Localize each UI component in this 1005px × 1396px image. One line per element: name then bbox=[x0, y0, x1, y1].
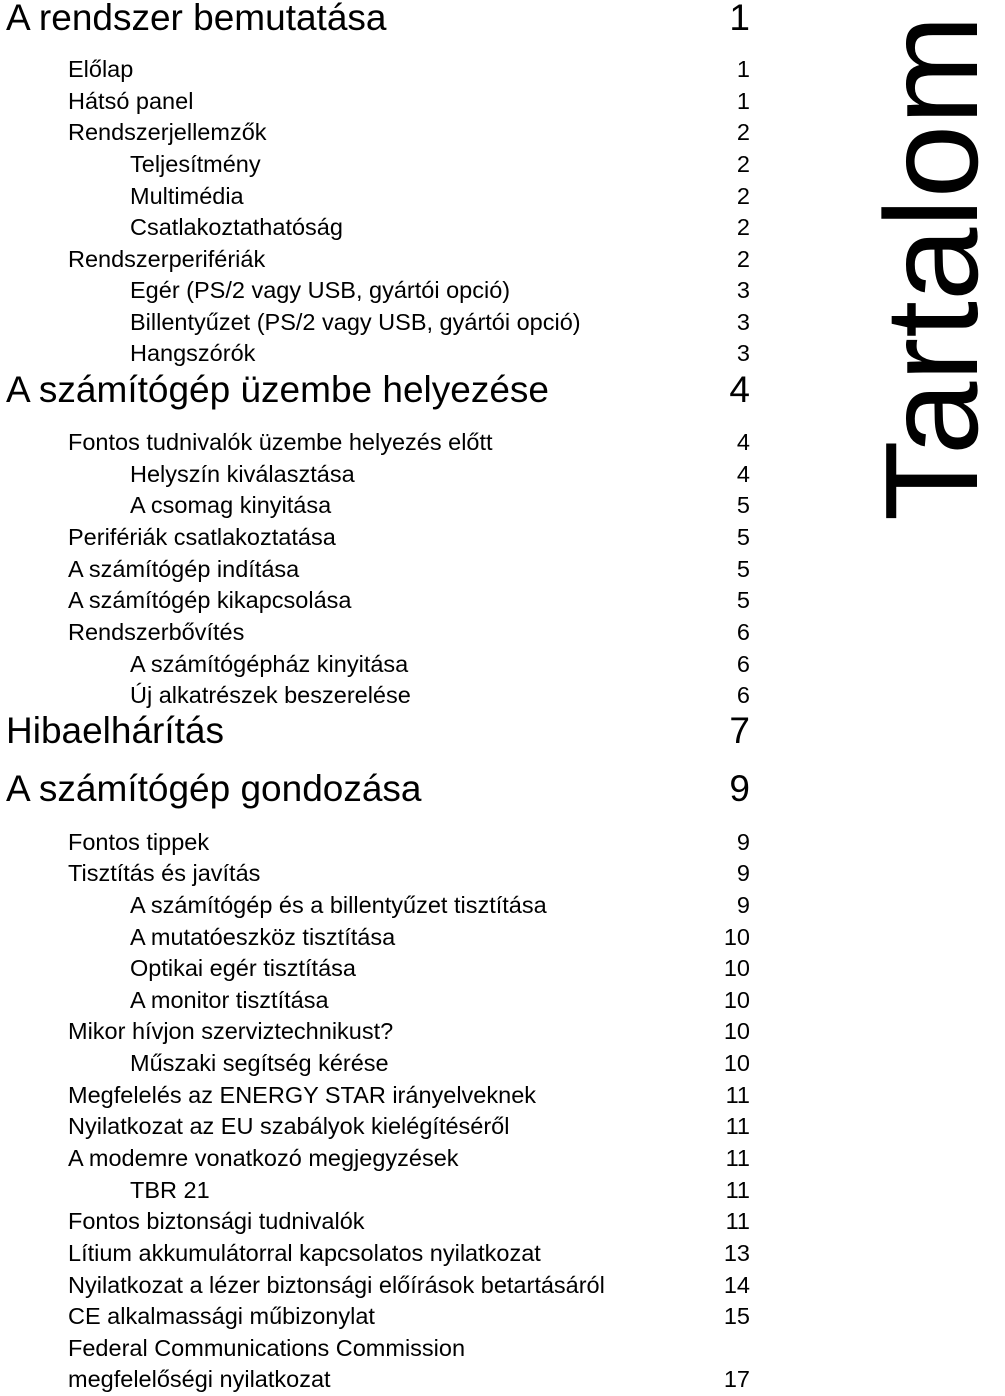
toc-entry-title: Tisztítás és javítás bbox=[68, 860, 261, 886]
toc-entry-title: Egér (PS/2 vagy USB, gyártói opció) bbox=[130, 277, 511, 303]
toc-entry-title: Rendszerjellemzők bbox=[68, 119, 267, 145]
toc-entry-title: Multimédia bbox=[130, 183, 244, 209]
toc-entry-page: 10 bbox=[723, 1018, 750, 1044]
toc-entry-title: A számítógép és a billentyűzet tisztítása bbox=[130, 892, 547, 918]
toc-entry-page: 4 bbox=[736, 461, 750, 487]
toc-entry-title: Federal Communications Commission bbox=[68, 1335, 466, 1361]
toc-entry-page: 11 bbox=[725, 1145, 750, 1171]
toc-entry-page: 6 bbox=[736, 651, 750, 677]
toc-entry-page: 10 bbox=[723, 1050, 750, 1076]
toc-entry-page: 9 bbox=[736, 829, 750, 855]
toc-entry-title: A mutatóeszköz tisztítása bbox=[130, 924, 396, 950]
toc-entry-page: 4 bbox=[736, 429, 750, 455]
toc-entry-page: 11 bbox=[725, 1177, 750, 1203]
toc-entry-title: A számítógép üzembe helyezése bbox=[6, 369, 549, 410]
toc-entry-title: Helyszín kiválasztása bbox=[130, 461, 355, 487]
side-title: Tartalom bbox=[858, 14, 1005, 522]
toc-entry-title: Nyilatkozat a lézer biztonsági előírások betartásáról bbox=[68, 1272, 605, 1298]
toc-entry-title: Megfelelés az ENERGY STAR irányelveknek bbox=[68, 1082, 537, 1108]
toc-entry-title: Fontos tudnivalók üzembe helyezés előtt bbox=[68, 429, 493, 455]
toc-entry-title: Teljesítmény bbox=[130, 151, 261, 177]
toc-entry-page: 3 bbox=[736, 277, 750, 303]
toc-entry-page: 14 bbox=[723, 1272, 750, 1298]
toc-entry-page: 1 bbox=[736, 88, 750, 114]
toc-entry-title: TBR 21 bbox=[130, 1177, 210, 1203]
toc-entry-title: Hátsó panel bbox=[68, 88, 194, 114]
toc-entry-page: 2 bbox=[736, 151, 750, 177]
toc-entry-page: 10 bbox=[723, 955, 750, 981]
toc-entry-title: Új alkatrészek beszerelése bbox=[130, 682, 411, 708]
toc-entry-title: Rendszerperifériák bbox=[68, 246, 266, 272]
toc-entry-title: Hangszórók bbox=[130, 340, 256, 366]
toc-entry-title: Hibaelhárítás bbox=[6, 710, 225, 751]
toc-entry-title: Nyilatkozat az EU szabályok kielégítéséről bbox=[68, 1113, 510, 1139]
toc-entry-title: Perifériák csatlakoztatása bbox=[68, 524, 336, 550]
toc-entry-title: A számítógép gondozása bbox=[6, 768, 422, 809]
toc-entry-title: Csatlakoztathatóság bbox=[130, 214, 343, 240]
toc-entry-title: Előlap bbox=[68, 56, 134, 82]
toc-entry-page: 11 bbox=[725, 1113, 750, 1139]
toc-entry-page: 1 bbox=[736, 56, 750, 82]
toc-entry-title: Műszaki segítség kérése bbox=[130, 1050, 389, 1076]
toc-entry-page: 9 bbox=[729, 768, 750, 809]
toc-entry-title: A modemre vonatkozó megjegyzések bbox=[68, 1145, 459, 1171]
toc-entry-title: A monitor tisztítása bbox=[130, 987, 329, 1013]
toc-entry-page: 3 bbox=[736, 309, 750, 335]
toc-entry-title: A számítógépház kinyitása bbox=[130, 651, 409, 677]
toc-entry-title: Lítium akkumulátorral kapcsolatos nyilatkozat bbox=[68, 1240, 541, 1266]
toc-entry-title: A csomag kinyitása bbox=[130, 492, 332, 518]
toc-entry-page: 10 bbox=[723, 987, 750, 1013]
toc-entry-page: 5 bbox=[736, 524, 750, 550]
toc-entry-title: A számítógép kikapcsolása bbox=[68, 587, 352, 613]
toc-entry-page: 11 bbox=[725, 1082, 750, 1108]
toc-entry-title: megfelelőségi nyilatkozat bbox=[68, 1366, 331, 1392]
toc-entry-page: 3 bbox=[736, 340, 750, 366]
toc-entry-page: 9 bbox=[736, 860, 750, 886]
toc-entry-page: 5 bbox=[736, 492, 750, 518]
toc-entry-title: Optikai egér tisztítása bbox=[130, 955, 356, 981]
toc-entry-page: 10 bbox=[723, 924, 750, 950]
toc-entry-page: 6 bbox=[736, 682, 750, 708]
toc-entry-title: Mikor hívjon szerviztechnikust? bbox=[68, 1018, 394, 1044]
toc-entry-page: 4 bbox=[729, 369, 750, 410]
toc-entry-page: 15 bbox=[723, 1303, 750, 1329]
toc-entry-page: 6 bbox=[736, 619, 750, 645]
toc-entry-page: 5 bbox=[736, 556, 750, 582]
toc-entry-title: CE alkalmassági műbizonylat bbox=[68, 1303, 375, 1329]
toc-entry-title: A rendszer bemutatása bbox=[6, 0, 387, 38]
toc-entry-page: 13 bbox=[723, 1240, 750, 1266]
toc-entry-page: 2 bbox=[736, 119, 750, 145]
toc-entry-title: Rendszerbővítés bbox=[68, 619, 245, 645]
toc-entry-page: 17 bbox=[723, 1366, 750, 1392]
toc-entry-page: 9 bbox=[736, 892, 750, 918]
toc-entry-page: 5 bbox=[736, 587, 750, 613]
toc-entry-page: 2 bbox=[736, 183, 750, 209]
toc-entry-title: Fontos tippek bbox=[68, 829, 210, 855]
toc-entry-page: 7 bbox=[729, 710, 750, 751]
toc-entry-page: 11 bbox=[725, 1208, 750, 1234]
toc-entry-page: 1 bbox=[729, 0, 750, 38]
toc-entry-title: A számítógép indítása bbox=[68, 556, 300, 582]
toc-entry-title: Fontos biztonsági tudnivalók bbox=[68, 1208, 365, 1234]
toc-entry-page: 2 bbox=[736, 246, 750, 272]
toc-entry-title: Billentyűzet (PS/2 vagy USB, gyártói opció) bbox=[130, 309, 581, 335]
toc-entry-page: 2 bbox=[736, 214, 750, 240]
